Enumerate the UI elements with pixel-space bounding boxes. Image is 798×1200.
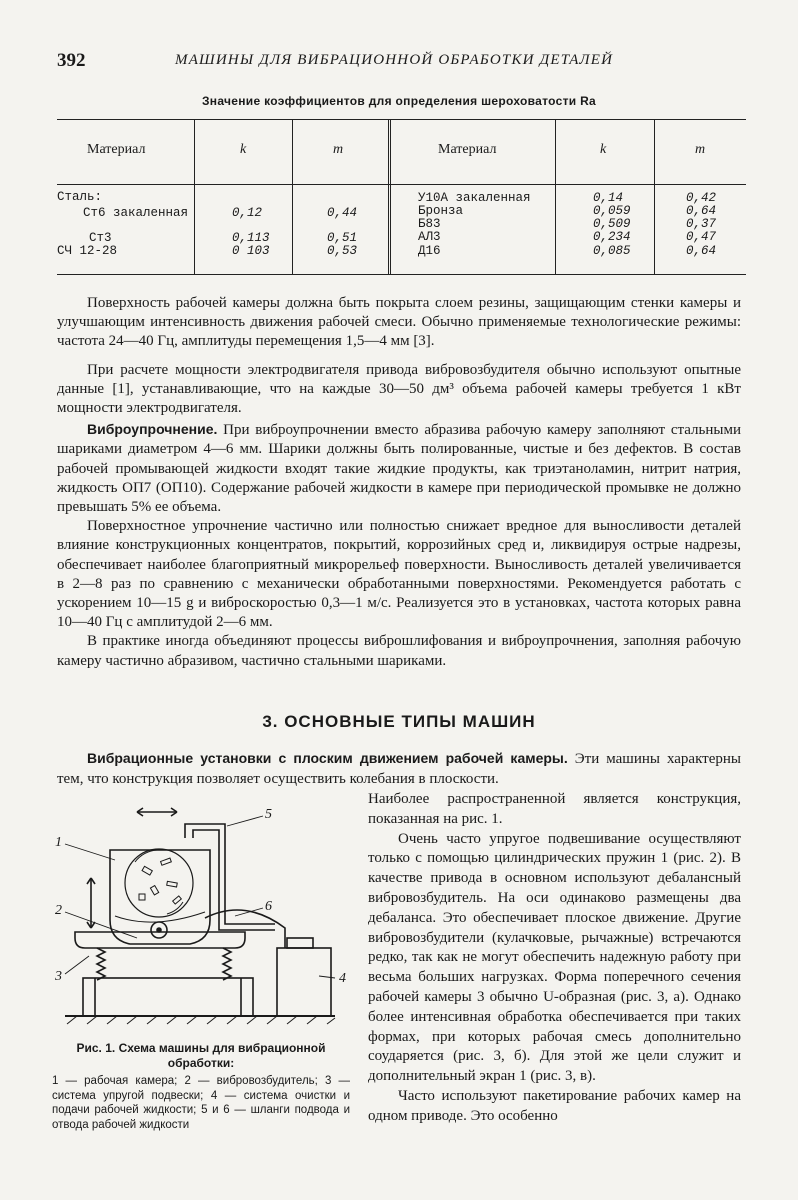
table-header-rule (57, 184, 746, 185)
col-header-k: k (600, 142, 607, 157)
right-column-text (368, 790, 741, 1127)
cell-material: Д16 (418, 244, 441, 258)
chamber-parts (135, 850, 183, 914)
col-header-material: Материал (87, 142, 146, 157)
figure-caption-title: Рис. 1. Схема машины для вибрационной обработки: (76, 1041, 326, 1070)
figure-label: 2 (55, 903, 62, 918)
cell-material: У10А закаленная (418, 191, 531, 205)
paragraph (57, 420, 741, 517)
paragraph: При расчете мощности электродвигателя привода вибровозбудителя обычно используют опытные данные [1], устанавливающие, что на каждые 30—50 дм³ объема рабочей камеры требуется 1 кВт мощности электродвигателя. (57, 361, 741, 417)
page-header (57, 50, 747, 74)
figure-caption-legend: 1 — рабочая камера; 2 — вибровозбудитель; 3 — система упругой подвески; 4 — система очистки и подачи рабочей жидкости; 5 и 6 — шланги подвода и отвода рабочей жидкости (52, 1075, 350, 1131)
cleaning-unit (277, 948, 331, 1016)
roughness-table (57, 119, 746, 275)
cell-k: 0 103 (232, 244, 270, 258)
leader-lines (65, 816, 335, 978)
cell-material: АЛ3 (418, 230, 441, 244)
paragraph: В практике иногда объединяют процессы виброшлифования и виброупрочнения, заполняя рабочую камеру частично абразивом, частично стальными шариками. (57, 633, 741, 669)
figure-label: 4 (339, 971, 346, 986)
paragraph: Поверхностное упрочнение частично или полностью снижает вредное для выносливости деталей влияние конструкционных концентратов, покрытий, коррозийных сред и, ликвидируя острые надрезы, обеспечивает наиболее благоприятный микрорельеф поверхности. Выносливость деталей увеличивается в 2—8 раз по сравнению с механически обработанными поверхностями. Рекомендуется работать с ускорением 10—15 g и виброскоростью 0,3—1 м/с. Реализуется это в установках, частота которых равна 10—40 Гц с амплитудой 2—6 мм. (57, 518, 741, 631)
cell-m: 0,53 (327, 244, 358, 258)
ground-hatch (67, 1016, 335, 1024)
body-text (57, 294, 741, 671)
cell-m: 0,44 (327, 206, 358, 220)
cell-k: 0,12 (232, 206, 263, 220)
col-header-k: k (240, 142, 247, 157)
suspension-platform (75, 932, 245, 948)
col-header-material: Материал (438, 142, 497, 157)
cell-material: Бронза (418, 204, 464, 218)
spring-right (223, 948, 231, 980)
hose-supply (185, 824, 275, 924)
paragraph: Наиболее распространенной является конструкция, показанная на рис. 1. (368, 791, 741, 827)
machine-schematic-figure (55, 798, 355, 1034)
col-header-m: m (333, 142, 344, 157)
page-number: 392 (57, 50, 86, 71)
figure-label: 5 (265, 807, 272, 822)
paragraph: Очень часто упругое подвешивание осуществляют только с помощью цилиндрических пружин 1 (рис. 2). В качестве привода в основном используют дебалансный вибровозбудитель. На оси одинаково размещены два дебаланса. Это обеспечивает плоское движение. Другие вибровозбудители (кулачковые, рычажные) встречаются редко, так как не могут обеспечить надежную работу при весьма больших нагрузках. Форма поперечного сечения рабочей камеры 3 обычно U-образная (рис. 3, а). Однако более интенсивная обработка обеспечивается при таких формах, при которых рабочая смесь дополнительно соударяется (рис. 3, б). Для этой же цели служит и дополнительный экран 1 (рис. 3, в). (368, 830, 741, 1085)
cell-material: СЧ 12-28 (57, 244, 118, 258)
table-divider (555, 120, 556, 274)
figure-label: 6 (265, 899, 272, 914)
cell-material: Ст3 (89, 231, 112, 245)
table-divider-double (388, 120, 391, 274)
run-in-heading: Вибрационные установки с плоским движением рабочей камеры. (87, 750, 568, 766)
table-divider (654, 120, 655, 274)
run-in-heading: Виброупрочнение. (87, 421, 218, 438)
col-header-m: m (695, 142, 706, 157)
cell-k: 0,085 (593, 244, 631, 258)
cell-m: 0,64 (686, 244, 717, 258)
paragraph: Часто используют пакетирование рабочих камер на одном приводе. Это особенно (368, 1087, 741, 1124)
cell-material: Сталь: (57, 190, 103, 204)
cell-m: 0,42 (686, 191, 717, 205)
cell-k: 0,14 (593, 191, 624, 205)
chamber-contents (125, 849, 193, 917)
cell-material: Б83 (418, 217, 441, 231)
cell-k: 0,234 (593, 230, 631, 244)
cell-m: 0,37 (686, 217, 717, 231)
figure-label: 1 (55, 835, 62, 850)
paragraph-text: Эти машины характерны тем, что конструкция позволяет осуществить колебания в плоскости. (57, 751, 741, 787)
spring-left (97, 948, 105, 980)
cell-k: 0,509 (593, 217, 631, 231)
cell-material: Ст6 закаленная (83, 206, 189, 220)
section-intro (57, 749, 741, 789)
section-title: 3. ОСНОВНЫЕ ТИПЫ МАШИН (262, 712, 536, 731)
figure-caption (52, 1041, 350, 1132)
paragraph: Поверхность рабочей камеры должна быть покрыта слоем резины, защищающим стенки камеры и улучшающим интенсивность движения рабочей смеси. Обычно применяемые технологические режимы: частота 24—40 Гц, амплитуды перемещения 1,5—4 мм [3]. (57, 295, 741, 350)
paragraph (57, 749, 741, 789)
cell-k: 0,059 (593, 204, 631, 218)
table-caption: Значение коэффициентов для определения шероховатости Ra (201, 94, 597, 108)
table-divider (194, 120, 195, 274)
cell-m: 0,51 (327, 231, 358, 245)
base-frame (83, 978, 253, 1016)
figure-label: 3 (55, 969, 62, 984)
table-divider (292, 120, 293, 274)
paragraph-text: При виброупрочнении вместо абразива рабочую камеру заполняют стальными шариками диаметром 4—6 мм. Шарики должны быть полированные, чистые и без дефектов. В состав рабочей промывающей жидкости входят такие жидкие продукты, как триэтаноламин, нитрит натрия, жидкость ОП7 (ОП10). Содержание рабочей жидкости в камере при периодической промывке не должно превышать 5% ее объема. (57, 422, 741, 516)
cell-m: 0,47 (686, 230, 717, 244)
running-title: МАШИНЫ ДЛЯ ВИБРАЦИОННОЙ ОБРАБОТКИ ДЕТАЛЕЙ (175, 52, 614, 68)
cell-m: 0,64 (686, 204, 717, 218)
cell-k: 0,113 (232, 231, 270, 245)
